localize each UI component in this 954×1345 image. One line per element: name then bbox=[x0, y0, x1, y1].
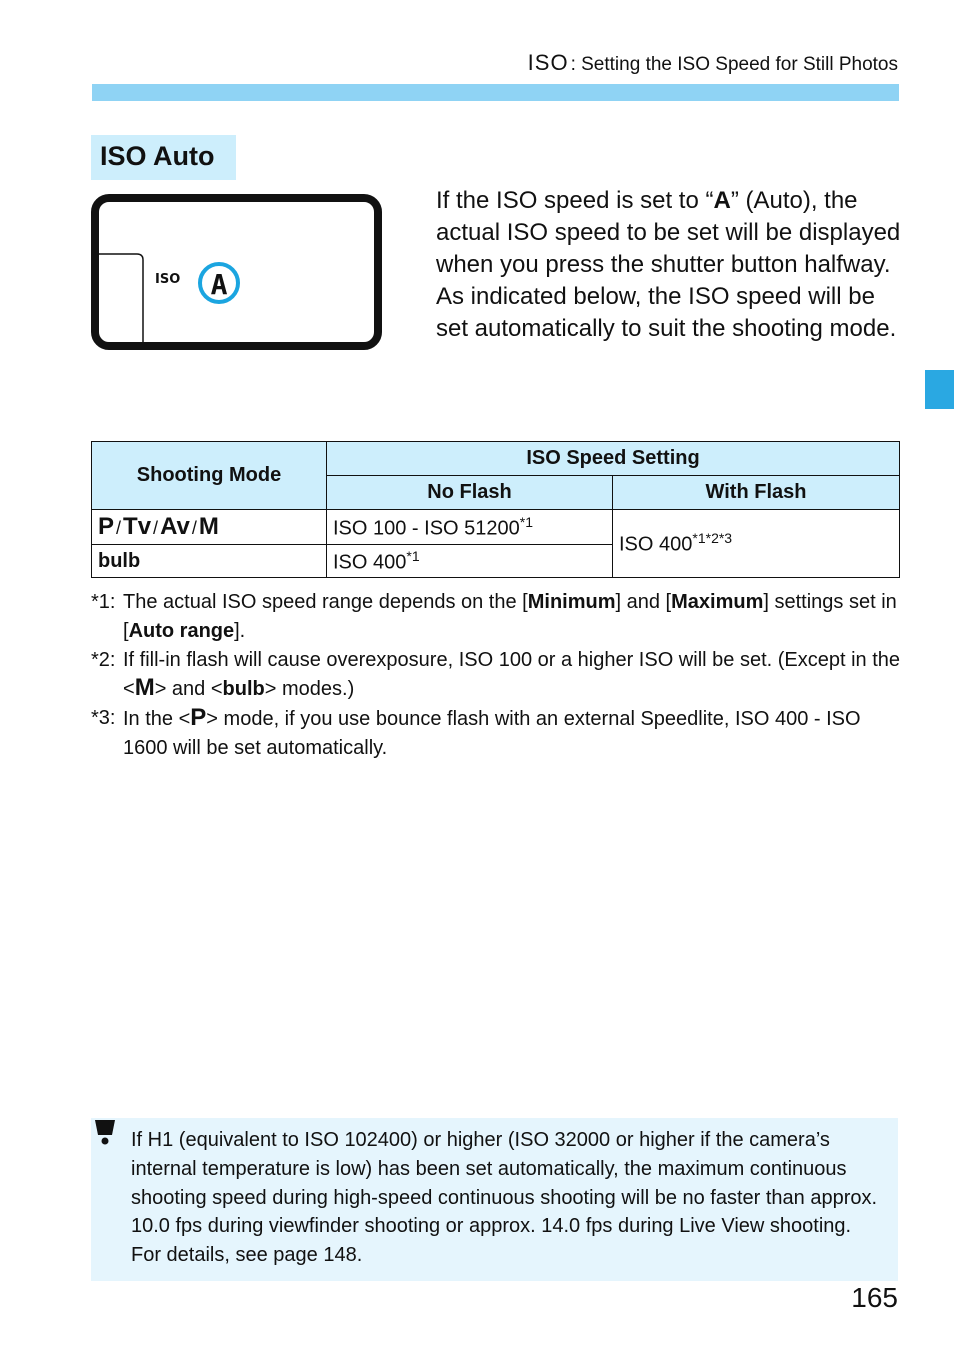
no-flash-value: ISO 400 bbox=[333, 551, 407, 574]
footnote-bold: Minimum bbox=[527, 591, 616, 613]
footnote-1 bbox=[91, 588, 906, 646]
footnote-bold: Auto range bbox=[128, 619, 235, 642]
auto-symbol-text: A bbox=[713, 187, 731, 214]
footnotes bbox=[91, 588, 906, 763]
footnote-body bbox=[123, 704, 906, 763]
intro-paragraph-2: As indicated below, the ISO speed will be set automatically to suit the shooting mode. bbox=[436, 283, 897, 342]
footnote-mark: *1: bbox=[91, 591, 116, 613]
mode-p-icon: P bbox=[190, 704, 207, 732]
caution-icon bbox=[91, 1118, 119, 1146]
footnote-bold: bulb bbox=[222, 678, 265, 701]
table-header-iso-speed-setting: ISO Speed Setting bbox=[327, 442, 900, 476]
caution-text: If H1 (equivalent to ISO 102400) or higher (ISO 32000 or higher if the camera’s internal temperature is low) has been set automatically, the maximum continuous shooting speed during high-speed continuous shooting will be no faster than approx. 10.0 fps during viewfinder shooting or approx. 14.0 fps during Live View shooting. For details, see page 148. bbox=[131, 1129, 878, 1267]
header-title: : Setting the ISO Speed for Still Photos bbox=[570, 54, 898, 75]
lcd-auto-symbol: A bbox=[210, 268, 228, 301]
no-flash-cell bbox=[327, 545, 613, 578]
page-number: 165 bbox=[851, 1282, 898, 1313]
table-header-with-flash: With Flash bbox=[613, 476, 900, 510]
iso-setting-table bbox=[91, 441, 900, 578]
mode-p-icon: P bbox=[98, 513, 115, 540]
mode-cell-creative: P /Tv /Av /M bbox=[92, 510, 327, 545]
running-header bbox=[528, 50, 898, 76]
intro-text-span: ” (Auto), the actual ISO speed to be set will be displayed when you press the shutter button halfway. bbox=[436, 187, 901, 278]
with-flash-value: ISO 400 bbox=[619, 533, 693, 556]
intro-text bbox=[436, 185, 906, 345]
no-flash-value: ISO 100 - ISO 51200 bbox=[333, 517, 520, 540]
iso-glyph: ISO bbox=[527, 50, 569, 75]
table-header-no-flash: No Flash bbox=[327, 476, 613, 510]
footnote-ref: *1*2*3 bbox=[692, 530, 733, 547]
footnote-ref: *1 bbox=[519, 513, 534, 530]
lcd-iso-label: ISO bbox=[155, 272, 181, 287]
lcd-panel-illustration bbox=[91, 194, 382, 350]
no-flash-cell bbox=[327, 510, 613, 545]
footnote-2 bbox=[91, 646, 906, 705]
footnote-text: If fill-in flash will cause overexposure, ISO 100 or a higher ISO will be set. (Except in the < bbox=[123, 648, 901, 701]
intro-paragraph-1 bbox=[436, 185, 906, 281]
caution-box bbox=[91, 1118, 898, 1281]
table-row bbox=[92, 510, 900, 545]
footnote-text: ]. bbox=[234, 619, 246, 642]
footnote-text: The actual ISO speed range depends on the [ bbox=[123, 591, 528, 613]
section-title: ISO Auto bbox=[91, 135, 236, 180]
footnote-body bbox=[123, 646, 906, 705]
footnote-text: > and < bbox=[154, 678, 223, 701]
footnote-mark: *3: bbox=[91, 707, 116, 730]
footnote-bold: Maximum bbox=[671, 591, 764, 613]
mode-cell-bulb: bulb bbox=[92, 545, 327, 578]
footnote-mark: *2: bbox=[91, 648, 116, 671]
header-bar bbox=[92, 84, 899, 101]
table-header-shooting-mode: Shooting Mode bbox=[92, 442, 327, 510]
chapter-tab bbox=[925, 370, 954, 409]
intro-text-span: If the ISO speed is set to “ bbox=[436, 187, 714, 214]
footnote-text: ] settings set in [ bbox=[123, 591, 897, 642]
footnote-text: In the < bbox=[123, 708, 191, 731]
footnote-body bbox=[123, 588, 906, 646]
footnote-text: > mode, if you use bounce flash with an external Speedlite, ISO 400 - ISO 1600 will be set automatically. bbox=[123, 708, 861, 759]
mode-m-icon: M bbox=[198, 513, 219, 540]
mode-m-icon: M bbox=[134, 674, 155, 702]
mode-av-icon: Av bbox=[160, 513, 190, 540]
with-flash-cell bbox=[613, 510, 900, 578]
footnote-3 bbox=[91, 704, 906, 763]
footnote-text: > modes.) bbox=[264, 678, 355, 701]
footnote-ref: *1 bbox=[406, 547, 420, 564]
mode-tv-icon: Tv bbox=[123, 513, 152, 540]
footnote-text: ] and [ bbox=[615, 591, 672, 613]
